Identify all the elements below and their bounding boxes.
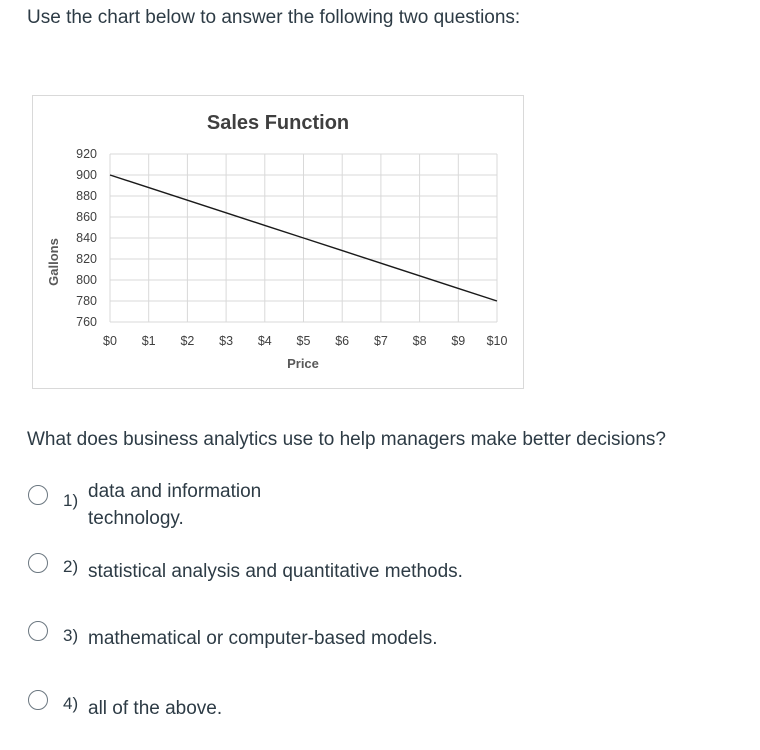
option-2-text: statistical analysis and quantitative methods. [88,561,463,582]
x-tick-label-9: $9 [451,334,466,348]
y-tick-label-1: 780 [76,294,97,308]
question-text: What does business analytics use to help managers make better decisions? [27,429,666,450]
option-1-text-line-1: data and information [88,481,262,502]
x-tick-label-0: $0 [103,334,117,348]
y-axis-label: Gallons [46,238,61,286]
option-1-number: 1) [63,491,79,510]
x-tick-label-2: $2 [180,334,195,348]
option-3-text: mathematical or computer-based models. [88,628,438,649]
radio-button-2[interactable] [28,553,48,573]
x-tick-label-3: $3 [219,334,234,348]
chart-container [32,95,524,389]
sales-chart [33,96,523,388]
x-tick-labels [103,334,507,348]
radio-button-3[interactable] [28,621,48,641]
option-2-number: 2) [63,557,79,576]
y-tick-label-8: 920 [76,147,97,161]
x-tick-label-7: $7 [373,334,388,348]
x-tick-label-8: $8 [412,334,427,348]
y-tick-label-5: 860 [76,210,97,224]
y-tick-label-2: 800 [76,273,97,287]
y-tick-labels [76,147,97,329]
y-tick-label-4: 840 [76,231,97,245]
radio-button-1[interactable] [28,485,48,505]
x-tick-label-10: $10 [486,334,508,348]
x-tick-label-5: $5 [296,334,311,348]
x-tick-label-6: $6 [335,334,350,348]
y-tick-label-6: 880 [76,189,97,203]
option-3-number: 3) [63,626,79,645]
y-tick-label-0: 760 [76,315,97,329]
x-axis-label: Price [287,356,319,371]
option-4-number: 4) [63,694,79,713]
chart-title: Sales Function [206,112,350,134]
x-tick-label-1: $1 [141,334,156,348]
y-tick-label-7: 900 [76,168,97,182]
radio-button-4[interactable] [28,690,48,710]
option-4-text: all of the above. [88,698,223,719]
y-tick-label-3: 820 [76,252,97,266]
intro-text: Use the chart below to answer the following two questions: [27,7,521,28]
option-1-text-line-2: technology. [88,508,184,529]
x-tick-label-4: $4 [257,334,272,348]
